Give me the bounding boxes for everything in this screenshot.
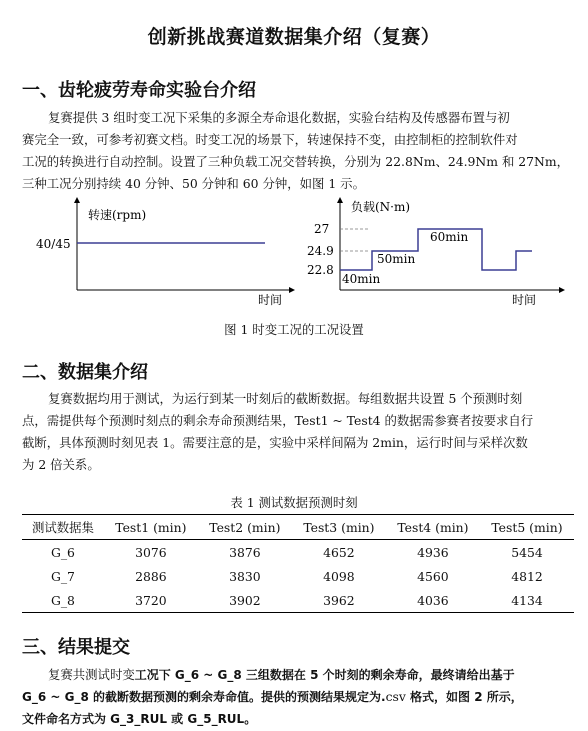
- table-cell: 3876: [229, 544, 261, 560]
- section3-line2-normal: csv: [385, 689, 406, 704]
- speed-ytick: 40/45: [36, 237, 71, 251]
- table-header-cell: Test1 (min): [115, 519, 187, 535]
- section2-heading: 二、数据集介绍: [22, 362, 148, 383]
- section2-line3: 截断，具体预测时刻见表 1。需要注意的是，实验中采样间隔为 2min，运行时间与采样次数: [22, 435, 528, 450]
- section2-line4: 为 2 倍关系。: [22, 457, 100, 472]
- section3-line1-bold: 工况下 G_6 ~ G_8 三组数据在 5 个时刻的剩余寿命，最终请给出基于: [134, 668, 515, 682]
- load-chart: [307, 199, 562, 307]
- section2-paragraph: [22, 388, 570, 476]
- table-cell: 3830: [229, 568, 261, 584]
- table-cell: G_8: [50, 592, 75, 608]
- section3-paragraph: [22, 664, 570, 730]
- table-cell: 3720: [135, 592, 167, 608]
- load-ytick-27: 27: [314, 222, 330, 236]
- section1-line1: 复赛提供 3 组时变工况下采集的多源全寿命退化数据，实验台结构及传感器布置与初: [48, 110, 510, 125]
- section1-line2: 赛完全一致，可参考初赛文档。时变工况的场景下，转速保持不变，由控制柜的控制软件对: [22, 132, 518, 147]
- speed-xlabel: 时间: [258, 293, 283, 307]
- table-cell: 3076: [135, 544, 167, 560]
- section1-heading: 一、齿轮疲劳寿命实验台介绍: [22, 80, 256, 101]
- table-row: [22, 588, 574, 613]
- table-row: [22, 540, 574, 565]
- load-ylabel: 负载(N·m): [351, 200, 411, 214]
- table-header-cell: 测试数据集: [31, 520, 94, 535]
- page-title: 创新挑战赛道数据集介绍（复赛）: [147, 26, 441, 48]
- table-cell: 4560: [417, 568, 449, 584]
- section1-line3: 工况的转换进行自动控制。设置了三种负载工况交替转换，分别为 22.8Nm、24.9Nm 和 27Nm，: [22, 154, 570, 169]
- table-1-caption: 表 1 测试数据预测时刻: [230, 495, 358, 510]
- section2-line2: 点，需提供每个预测时刻点的剩余寿命预测结果，Test1 ~ Test4 的数据需参赛者按要求自行: [22, 413, 534, 428]
- table-header-row: [22, 515, 574, 540]
- table-row: [22, 564, 574, 588]
- section1-paragraph: [22, 107, 570, 195]
- table-cell: 4134: [511, 592, 543, 608]
- table-cell: 4098: [323, 568, 355, 584]
- figure-1-svg: [22, 195, 570, 315]
- load-xlabel: 时间: [512, 293, 537, 307]
- section3-line1-normal: 复赛共测试时变: [48, 667, 135, 682]
- section3-heading: 三、结果提交: [22, 637, 130, 658]
- load-label-40min: 40min: [342, 272, 381, 286]
- load-ytick-22-8: 22.8: [307, 263, 334, 277]
- figure-1: [22, 195, 570, 315]
- prediction-time-table: [22, 514, 574, 613]
- table-cell: G_7: [50, 568, 75, 584]
- table-cell: 3902: [229, 592, 261, 608]
- table-cell: 4812: [511, 568, 543, 584]
- table-cell: 4652: [323, 544, 355, 560]
- section3-line2-bold: G_6 ~ G_8 的截断数据预测的剩余寿命值。提供的预测结果规定为.: [22, 690, 386, 704]
- section3-line3: 文件命名方式为 G_3_RUL 或 G_5_RUL。: [22, 712, 257, 726]
- load-label-50min: 50min: [377, 252, 416, 266]
- section1-line4: 三种工况分别持续 40 分钟、50 分钟和 60 分钟，如图 1 示。: [22, 176, 365, 191]
- section2-line1: 复赛数据均用于测试，为运行到某一时刻后的截断数据。每组数据共设置 5 个预测时刻: [48, 391, 523, 406]
- table-cell: 4036: [417, 592, 449, 608]
- table-cell: 5454: [511, 544, 543, 560]
- table-header-cell: Test5 (min): [491, 519, 563, 535]
- load-label-60min: 60min: [430, 230, 469, 244]
- table-cell: 3962: [323, 592, 355, 608]
- table-cell: 2886: [135, 568, 167, 584]
- speed-chart: [36, 200, 292, 307]
- figure-1-caption: 图 1 时变工况的工况设置: [224, 322, 364, 337]
- table-cell: G_6: [50, 544, 75, 560]
- speed-ylabel: 转速(rpm): [88, 208, 147, 222]
- table-header-cell: Test4 (min): [397, 519, 469, 535]
- load-ytick-24-9: 24.9: [307, 244, 334, 258]
- section3-line2-bold-end: 格式，如图 2 所示，: [405, 690, 523, 704]
- table-cell: 4936: [417, 544, 449, 560]
- table-header-cell: Test2 (min): [209, 519, 281, 535]
- table-header-cell: Test3 (min): [303, 519, 375, 535]
